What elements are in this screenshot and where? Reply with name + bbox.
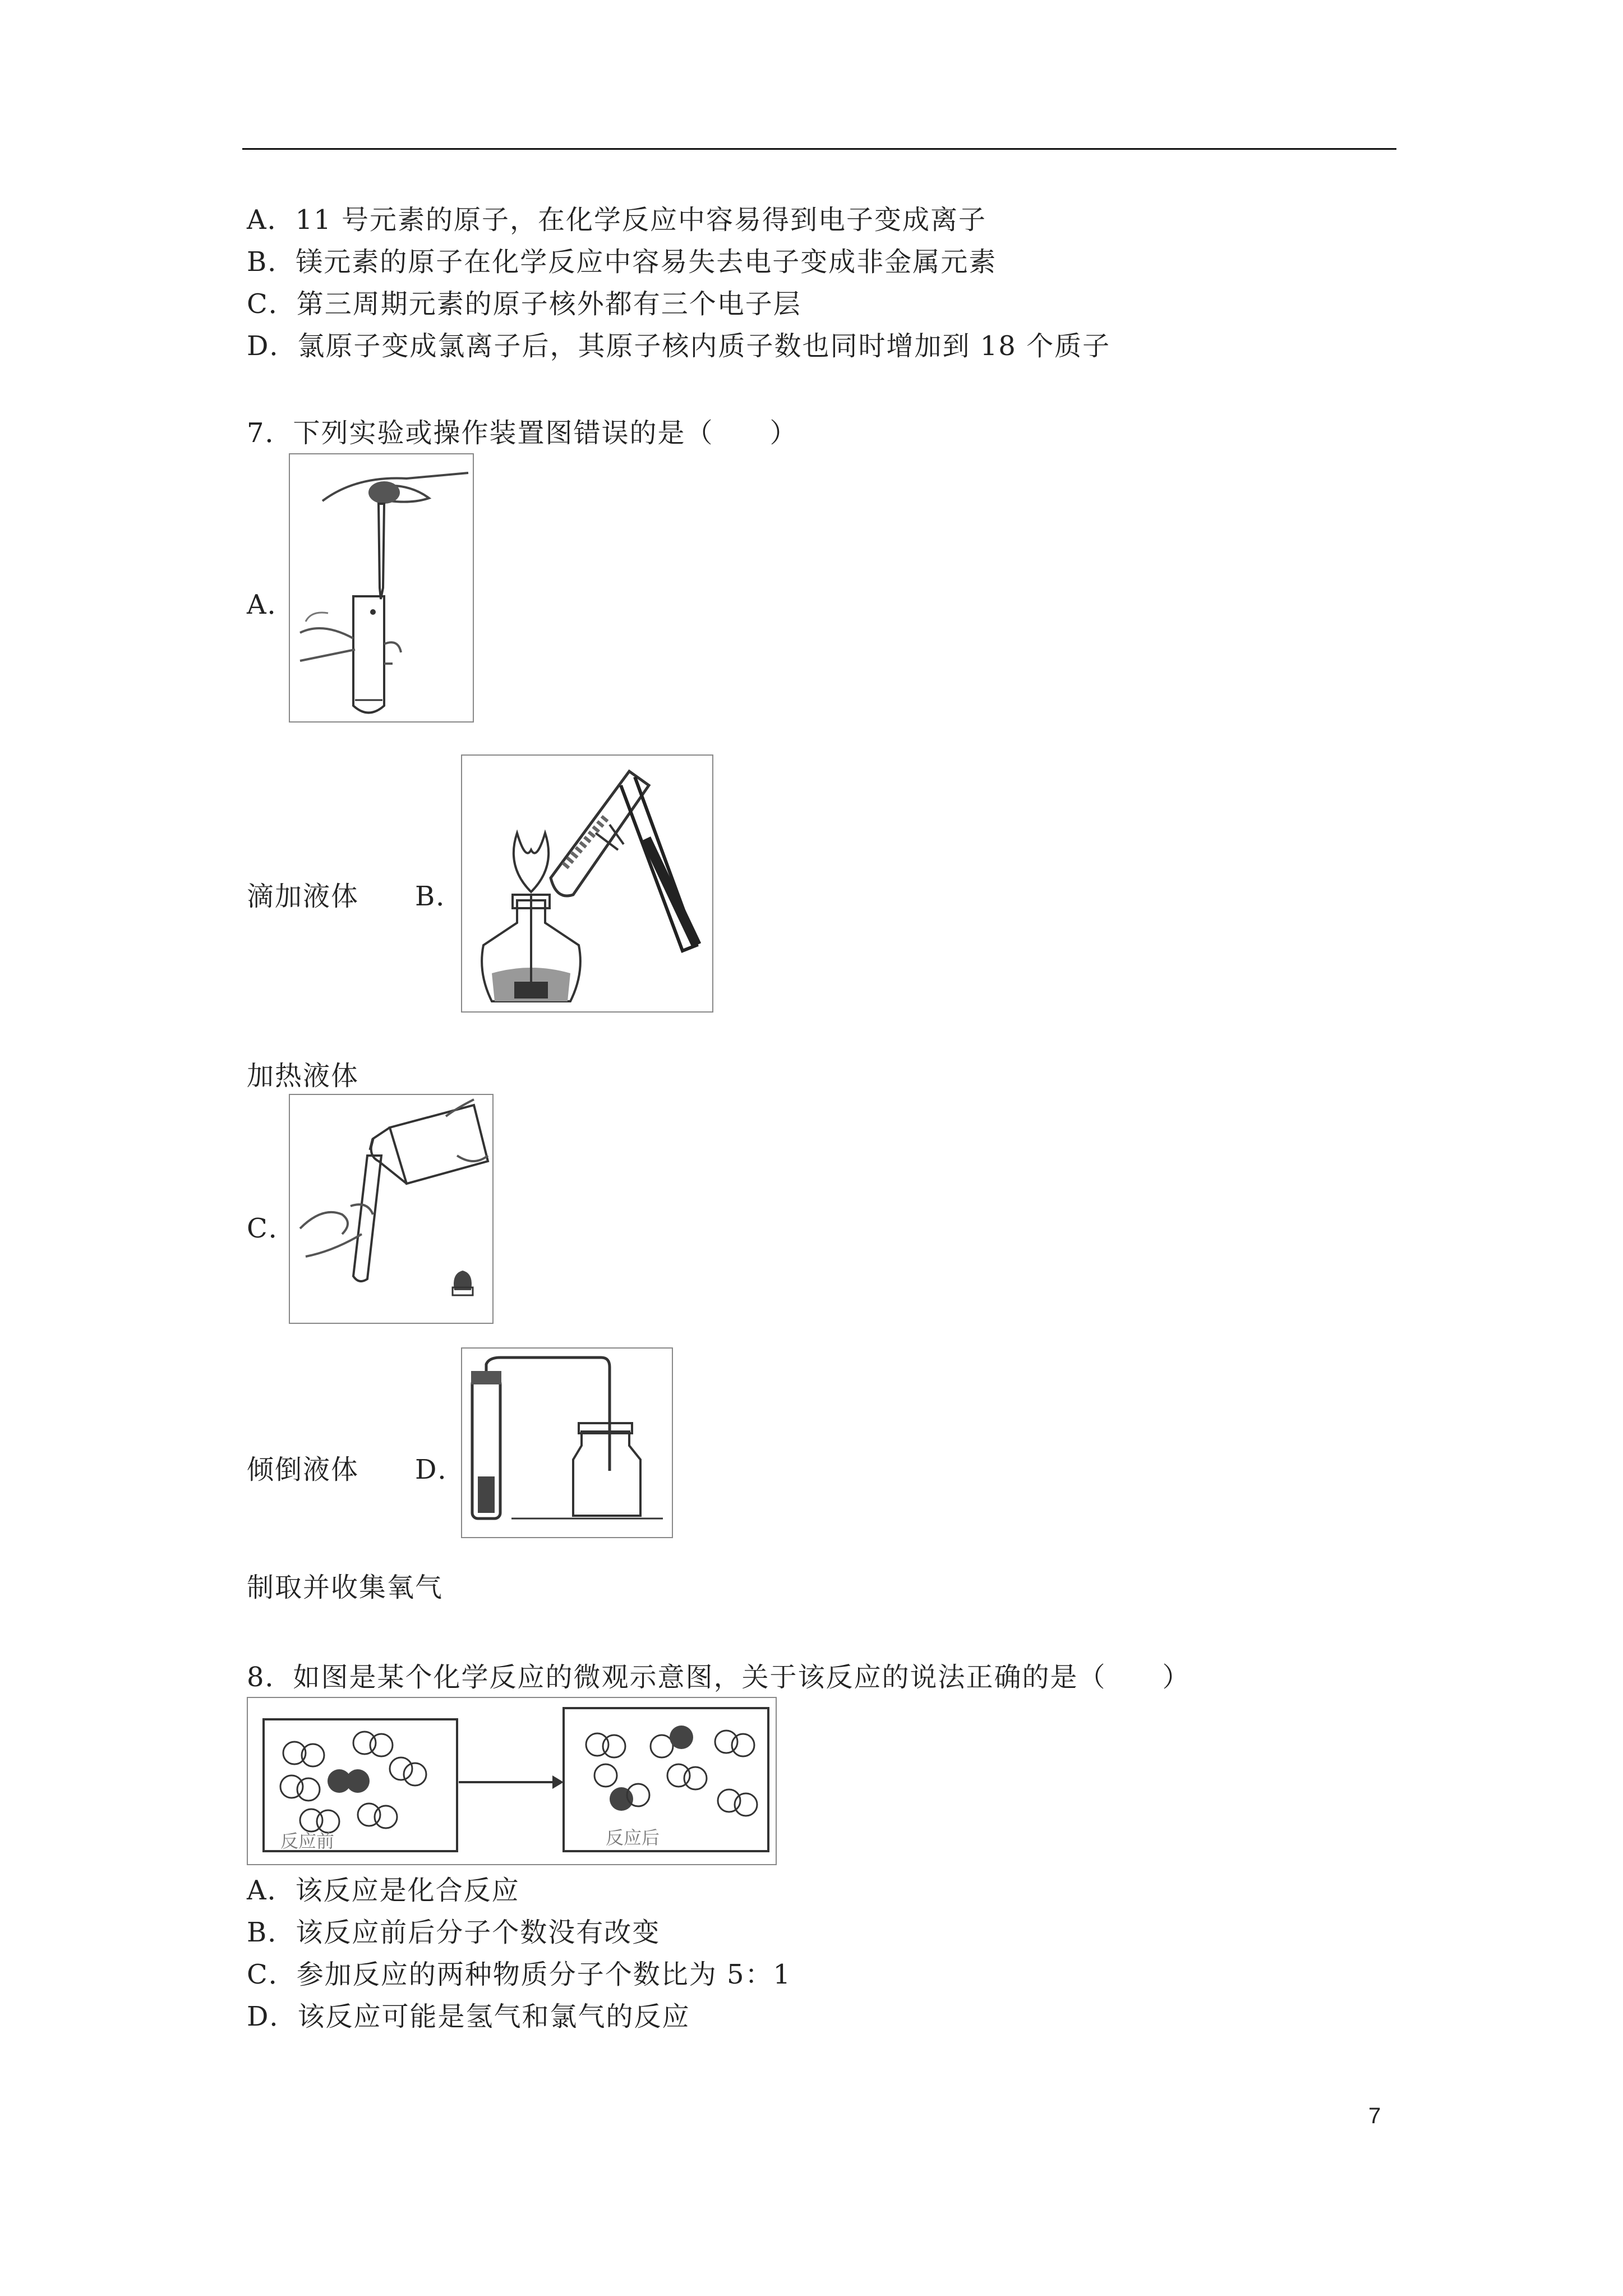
q7-option-a-caption: 滴加液体 <box>247 881 359 912</box>
page-number: 7 <box>1368 2104 1381 2128</box>
after-caption: 反应后 <box>606 1827 660 1848</box>
q6-option-c: C．第三周期元素的原子核外都有三个电子层 <box>247 288 801 320</box>
q8-stem: 8．如图是某个化学反应的微观示意图，关于该反应的说法正确的是（ ） <box>247 1662 1191 1693</box>
q7-option-c-caption: 倾倒液体 <box>247 1454 359 1485</box>
q8-option-a: A．该反应是化合反应 <box>247 1875 520 1906</box>
q6-option-a: A．11 号元素的原子，在化学反应中容易得到电子变成离子 <box>247 204 987 236</box>
reaction-diagram <box>247 1697 777 1865</box>
oxygen-collection-figure <box>461 1347 673 1538</box>
q8-option-d: D．该反应可能是氢气和氯气的反应 <box>247 2001 690 2032</box>
q6-option-b: B．镁元素的原子在化学反应中容易失去电子变成非金属元素 <box>247 246 997 278</box>
q7-option-c-letter: C． <box>247 1213 297 1244</box>
before-caption: 反应前 <box>280 1830 335 1852</box>
header-rule <box>242 148 1396 150</box>
q6-option-d: D．氯原子变成氯离子后，其原子核内质子数也同时增加到 18 个质子 <box>247 330 1111 362</box>
q7-option-b-letter: B． <box>415 881 464 912</box>
q7-option-d-letter: D． <box>415 1454 466 1485</box>
q7-option-b-caption: 加热液体 <box>247 1060 359 1092</box>
q8-option-b: B．该反应前后分子个数没有改变 <box>247 1917 661 1948</box>
q7-option-d-caption: 制取并收集氧气 <box>247 1572 444 1603</box>
pouring-figure <box>289 1094 494 1324</box>
q7-stem: 7．下列实验或操作装置图错误的是（ ） <box>247 417 798 449</box>
dropper-figure <box>289 453 474 723</box>
heating-figure <box>461 754 713 1013</box>
q8-option-c: C．参加反应的两种物质分子个数比为 5：1 <box>247 1959 792 1990</box>
q7-option-a-letter: A． <box>247 589 296 620</box>
